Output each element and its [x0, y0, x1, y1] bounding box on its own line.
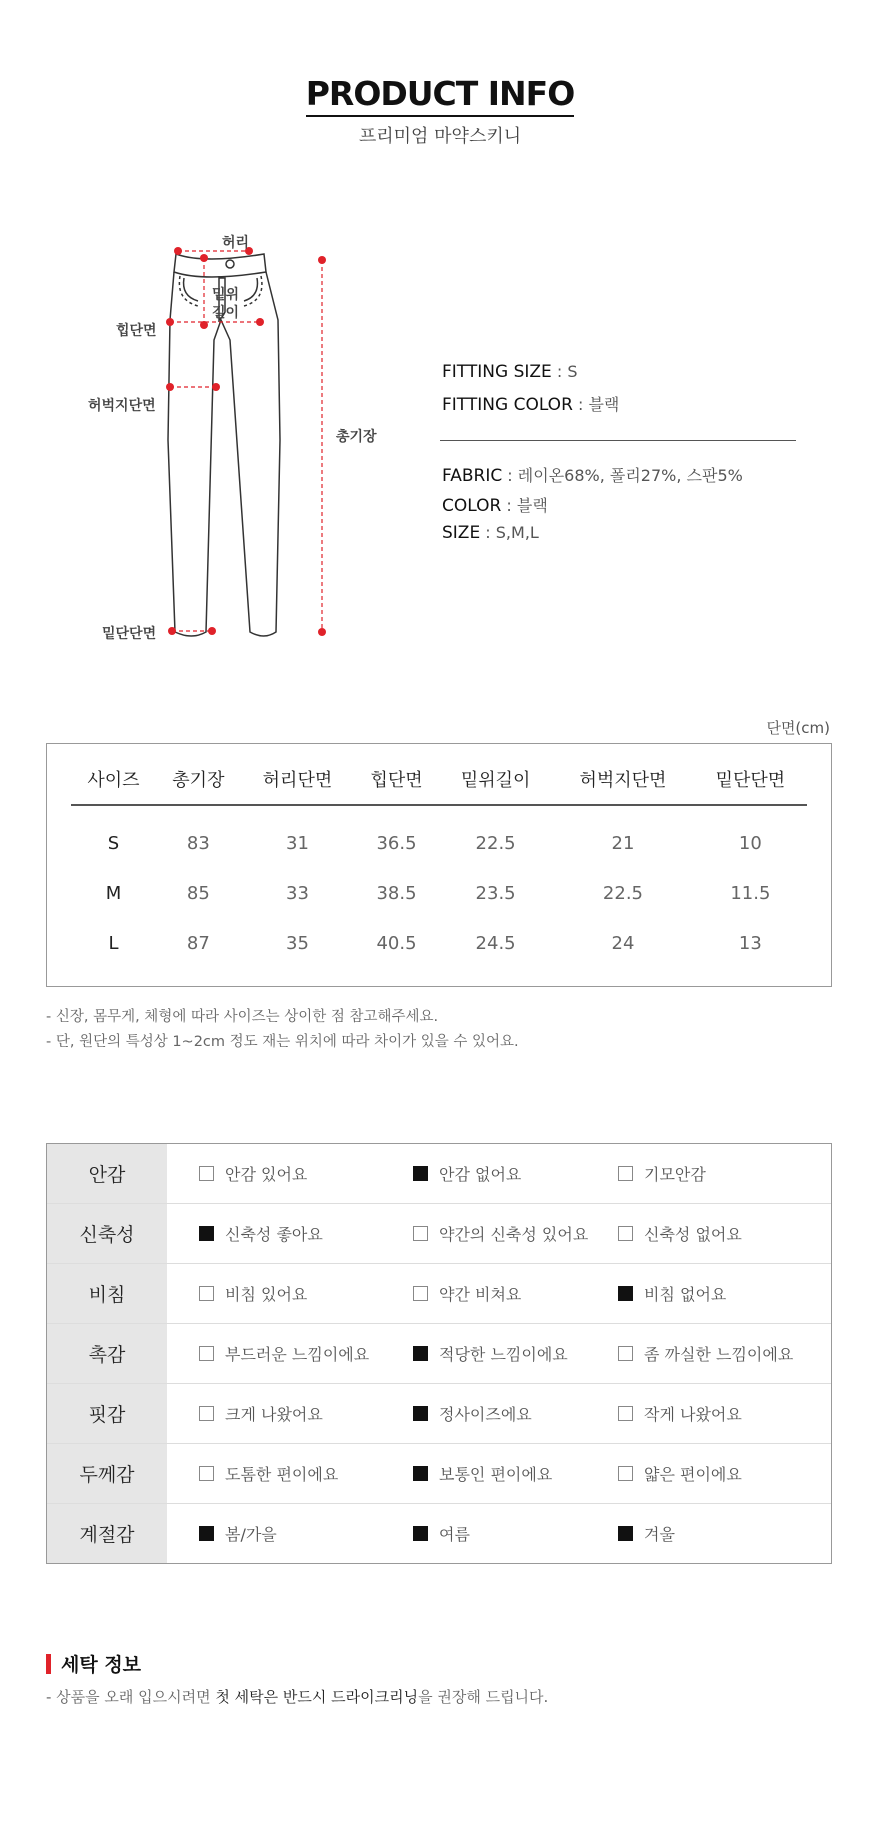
washing-title-accent	[46, 1654, 51, 1674]
fitting-size-key: FITTING SIZE	[442, 362, 552, 382]
page-title	[0, 74, 880, 113]
feature-option-text: 부드러운 느낌이에요	[225, 1345, 370, 1364]
size-cell: 36.5	[376, 832, 417, 854]
size-cell: 22.5	[602, 882, 643, 904]
size-table-row	[71, 868, 807, 918]
feature-label: 두께감	[47, 1444, 167, 1503]
fitting-size-row: FITTING SIZE : S	[442, 362, 578, 382]
feature-option-text: 비침 없어요	[644, 1285, 727, 1304]
checked-box-icon	[618, 1526, 633, 1541]
left-pocket	[179, 276, 198, 306]
product-name: 프리미엄 마약스키니	[358, 126, 522, 147]
checked-box-icon	[618, 1286, 633, 1301]
feature-option	[413, 1444, 552, 1503]
size-cell: L	[108, 932, 119, 954]
size-header-cell: 힙단면	[354, 754, 439, 805]
feature-table	[46, 1143, 832, 1564]
length-point-bottom	[318, 628, 326, 636]
feature-option-text: 크게 나왔어요	[225, 1405, 323, 1424]
feature-option	[618, 1384, 742, 1443]
size-cell: 38.5	[376, 882, 417, 904]
feature-option	[199, 1504, 277, 1563]
size-cell: 33	[286, 882, 309, 904]
hip-label: 힙단면	[116, 323, 157, 339]
size-cell: 21	[611, 832, 635, 854]
size-cell: 83	[186, 832, 210, 854]
feature-option-text: 안감 없어요	[439, 1165, 522, 1184]
size-cell: 24.5	[475, 932, 516, 954]
feature-option-text: 작게 나왔어요	[644, 1405, 742, 1424]
hip-point-left	[166, 318, 174, 326]
unchecked-box-icon	[618, 1466, 633, 1481]
info-divider	[440, 440, 796, 441]
size-cell: 31	[286, 832, 309, 854]
feature-label: 안감	[47, 1144, 167, 1203]
right-pocket	[244, 276, 262, 306]
unchecked-box-icon	[618, 1346, 633, 1361]
feature-option-text: 도톰한 편이에요	[225, 1465, 339, 1484]
length-point-top	[318, 256, 326, 264]
fitting-color-value: 블랙	[588, 395, 620, 414]
feature-option-text: 겨울	[644, 1525, 675, 1544]
feature-option	[199, 1324, 369, 1383]
unchecked-box-icon	[199, 1166, 214, 1181]
hip-point-right	[256, 318, 264, 326]
size-cell: 13	[738, 932, 762, 954]
feature-option-text: 신축성 좋아요	[225, 1225, 323, 1244]
feature-row	[47, 1204, 831, 1264]
unchecked-box-icon	[199, 1406, 214, 1421]
feature-option	[618, 1504, 675, 1563]
feature-option	[618, 1144, 706, 1203]
fabric-value: 레이온68%, 폴리27%, 스판5%	[517, 466, 743, 485]
feature-option-text: 비침 있어요	[225, 1285, 308, 1304]
size-header-cell: 허벅지단면	[552, 754, 694, 805]
checked-box-icon	[413, 1346, 428, 1361]
fitting-size-value: S	[567, 362, 578, 381]
feature-option	[199, 1204, 323, 1263]
color-key: COLOR	[442, 496, 502, 516]
size-cell: 24	[611, 932, 635, 954]
length-label: 총기장	[336, 429, 377, 445]
size-header-cell: 사이즈	[71, 754, 156, 805]
feature-option	[413, 1144, 521, 1203]
feature-option	[413, 1384, 532, 1443]
feature-option-text: 약간의 신축성 있어요	[439, 1225, 589, 1244]
waist-label: 허리	[222, 235, 250, 251]
feature-row	[47, 1384, 831, 1444]
feature-option-text: 여름	[439, 1525, 470, 1544]
feature-label: 핏감	[47, 1384, 167, 1443]
feature-option-text: 얇은 편이에요	[644, 1465, 742, 1484]
unchecked-box-icon	[199, 1346, 214, 1361]
washing-title-text: 세탁 정보	[61, 1654, 142, 1676]
checked-box-icon	[413, 1406, 428, 1421]
size-cell: 35	[286, 932, 309, 954]
waistband-outline	[174, 254, 266, 277]
feature-option	[413, 1324, 568, 1383]
feature-label: 촉감	[47, 1324, 167, 1383]
feature-row	[47, 1264, 831, 1324]
size-cell: 85	[186, 882, 210, 904]
feature-option-text: 약간 비쳐요	[439, 1285, 522, 1304]
hem-point-right	[208, 627, 216, 635]
right-pocket-edge	[244, 278, 257, 301]
rise-point-bottom	[200, 321, 208, 329]
unchecked-box-icon	[413, 1226, 428, 1241]
size-cell: 10	[738, 832, 762, 854]
unchecked-box-icon	[413, 1286, 428, 1301]
hem-point-left	[168, 627, 176, 635]
feature-row	[47, 1144, 831, 1204]
feature-option-text: 기모안감	[644, 1165, 706, 1184]
feature-option-text: 봄/가을	[225, 1525, 277, 1544]
size-unit-note: 단면(cm)	[766, 719, 830, 737]
feature-option	[199, 1264, 307, 1323]
feature-option	[199, 1144, 307, 1203]
thigh-label: 허벅지단면	[88, 398, 156, 414]
rise-label-line1: 밑위	[212, 287, 240, 303]
size-header-cell: 밑위길이	[439, 754, 552, 805]
feature-row	[47, 1444, 831, 1504]
unchecked-box-icon	[199, 1466, 214, 1481]
size-header-cell: 총기장	[156, 754, 241, 805]
feature-option	[618, 1264, 726, 1323]
washing-title	[46, 1650, 141, 1677]
checked-box-icon	[413, 1466, 428, 1481]
size-cell: 87	[186, 932, 210, 954]
feature-row	[47, 1504, 831, 1563]
feature-option-text: 신축성 없어요	[644, 1225, 742, 1244]
feature-option	[618, 1324, 793, 1383]
unchecked-box-icon	[618, 1166, 633, 1181]
feature-option	[618, 1444, 742, 1503]
feature-option	[199, 1444, 338, 1503]
size-table-row	[71, 818, 807, 868]
feature-option-text: 보통인 편이에요	[439, 1465, 553, 1484]
feature-option-text: 정사이즈에요	[439, 1405, 532, 1424]
size-table	[71, 754, 807, 968]
size-table-row	[71, 918, 807, 968]
size-table-container	[46, 743, 832, 987]
size-cell: 11.5	[730, 882, 771, 904]
thigh-point-right	[212, 383, 220, 391]
unchecked-box-icon	[199, 1286, 214, 1301]
size-note: - 단, 원단의 특성상 1~2cm 정도 재는 위치에 따라 차이가 있을 수 있어요.	[46, 1034, 519, 1050]
size-note: - 신장, 몸무게, 체형에 따라 사이즈는 상이한 점 참고해주세요.	[46, 1009, 439, 1025]
size-cell: S	[107, 832, 120, 854]
thigh-point-left	[166, 383, 174, 391]
unchecked-box-icon	[618, 1406, 633, 1421]
size-value: S,M,L	[495, 523, 539, 542]
feature-label: 신축성	[47, 1204, 167, 1263]
feature-label: 비침	[47, 1264, 167, 1323]
checked-box-icon	[413, 1166, 428, 1181]
page-title-text: PRODUCT INFO	[306, 74, 575, 117]
feature-option	[618, 1204, 742, 1263]
unchecked-box-icon	[618, 1226, 633, 1241]
feature-option	[199, 1384, 323, 1443]
feature-option-text: 안감 있어요	[225, 1165, 308, 1184]
rise-point-top	[200, 254, 208, 262]
button	[226, 260, 234, 268]
size-cell: 22.5	[475, 832, 516, 854]
washing-text-before: - 상품을 오래 입으시려면	[46, 1688, 216, 1706]
feature-option-text: 적당한 느낌이에요	[439, 1345, 568, 1364]
waist-point-left	[174, 247, 182, 255]
size-key: SIZE	[442, 523, 481, 543]
feature-option	[413, 1504, 470, 1563]
color-row: COLOR : 블랙	[442, 496, 548, 516]
left-pocket-edge	[184, 278, 198, 301]
fabric-key: FABRIC	[442, 466, 503, 486]
size-cell: 23.5	[475, 882, 516, 904]
size-row: SIZE : S,M,L	[442, 523, 539, 543]
size-header-cell: 허리단면	[241, 754, 354, 805]
feature-row	[47, 1324, 831, 1384]
rise-label-line2: 길이	[212, 305, 240, 321]
fitting-color-row: FITTING COLOR : 블랙	[442, 395, 620, 415]
fitting-color-key: FITTING COLOR	[442, 395, 573, 415]
pants-measurement-diagram	[80, 220, 420, 660]
size-table-header-row	[71, 754, 807, 805]
size-cell: 40.5	[376, 932, 417, 954]
feature-option	[413, 1204, 588, 1263]
washing-text-emphasis: 첫 세탁은 반드시 드라이크리닝	[215, 1688, 419, 1706]
washing-text	[46, 1686, 548, 1707]
size-cell: M	[105, 882, 122, 904]
size-header-cell: 밑단단면	[694, 754, 807, 805]
checked-box-icon	[413, 1526, 428, 1541]
hem-label: 밑단단면	[102, 626, 157, 642]
feature-label: 계절감	[47, 1504, 167, 1563]
checked-box-icon	[199, 1226, 214, 1241]
washing-text-after: 을 권장해 드립니다.	[418, 1688, 549, 1706]
feature-option-text: 좀 까실한 느낌이에요	[644, 1345, 794, 1364]
fabric-row: FABRIC : 레이온68%, 폴리27%, 스판5%	[442, 466, 743, 486]
feature-option	[413, 1264, 521, 1323]
checked-box-icon	[199, 1526, 214, 1541]
color-value: 블랙	[516, 496, 548, 515]
